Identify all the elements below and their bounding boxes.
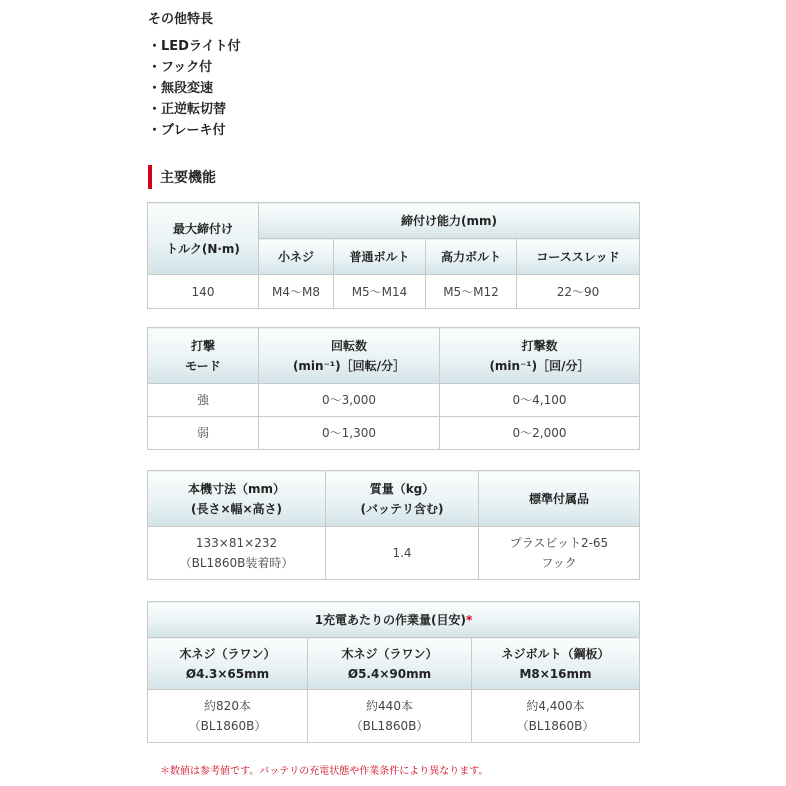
header-wood-screw-90: 木ネジ（ラワン） Ø5.4×90mm bbox=[308, 638, 472, 690]
dimensions-table bbox=[147, 470, 640, 580]
cell-high-tension-bolt: M5～M12 bbox=[426, 275, 517, 309]
cell-dimensions: 133×81×232 （BL1860B装着時） bbox=[148, 527, 326, 580]
cell-count: 約820本 （BL1860B） bbox=[148, 690, 308, 743]
impact-mode-table bbox=[147, 327, 640, 450]
section-title: 主要機能 bbox=[160, 170, 216, 186]
table-row bbox=[148, 384, 640, 417]
cell-count: 約4,400本 （BL1860B） bbox=[472, 690, 640, 743]
cell-impacts: 0～2,000 bbox=[440, 417, 640, 450]
cell-mode: 強 bbox=[148, 384, 259, 417]
cell-standard-bolt: M5～M14 bbox=[334, 275, 426, 309]
header-high-tension-bolt: 高力ボルト bbox=[426, 239, 517, 275]
cell-torque: 140 bbox=[148, 275, 259, 309]
asterisk-mark: * bbox=[466, 612, 473, 627]
header-max-torque: 最大締付け トルク(N·m) bbox=[148, 203, 259, 275]
section-accent-bar bbox=[148, 165, 152, 189]
cell-coarse-thread: 22～90 bbox=[517, 275, 640, 309]
header-work-per-charge bbox=[148, 602, 640, 638]
feature-item: ・ブレーキ付 bbox=[148, 123, 226, 138]
header-wood-screw-65: 木ネジ（ラワン） Ø4.3×65mm bbox=[148, 638, 308, 690]
cell-accessories: プラスビット2-65 フック bbox=[479, 527, 640, 580]
feature-item: ・LEDライト付 bbox=[148, 39, 241, 54]
features-list bbox=[148, 36, 241, 141]
section-heading bbox=[148, 165, 216, 189]
cell-impacts: 0～4,100 bbox=[440, 384, 640, 417]
work-per-charge-table bbox=[147, 601, 640, 743]
cell-rotation: 0～1,300 bbox=[259, 417, 440, 450]
header-rotation-speed: 回転数 (min⁻¹)［回転/分］ bbox=[259, 328, 440, 384]
header-fastening-capacity: 締付け能力(mm) bbox=[259, 203, 640, 239]
table-row bbox=[148, 527, 640, 580]
header-screw-bolt: ネジボルト（鋼板） M8×16mm bbox=[472, 638, 640, 690]
torque-capacity-table bbox=[147, 202, 640, 309]
header-accessories: 標準付属品 bbox=[479, 471, 640, 527]
cell-count: 約440本 （BL1860B） bbox=[308, 690, 472, 743]
feature-item: ・正逆転切替 bbox=[148, 102, 227, 117]
cell-small-screw: M4～M8 bbox=[259, 275, 334, 309]
table-row bbox=[148, 275, 640, 309]
header-impact-rate: 打撃数 (min⁻¹)［回/分］ bbox=[440, 328, 640, 384]
cell-mode: 弱 bbox=[148, 417, 259, 450]
feature-item: ・無段変速 bbox=[148, 81, 214, 96]
header-standard-bolt: 普通ボルト bbox=[334, 239, 426, 275]
header-impact-mode: 打撃 モード bbox=[148, 328, 259, 384]
header-coarse-thread: コーススレッド bbox=[517, 239, 640, 275]
header-weight: 質量（kg） (バッテリ含む) bbox=[326, 471, 479, 527]
cell-weight: 1.4 bbox=[326, 527, 479, 580]
table-row bbox=[148, 690, 640, 743]
work-per-charge-title: 1充電あたりの作業量(目安) bbox=[314, 612, 467, 627]
cell-rotation: 0～3,000 bbox=[259, 384, 440, 417]
header-dimensions: 本機寸法（mm） (長さ×幅×高さ) bbox=[148, 471, 326, 527]
footnote: ＊数値は参考値です。バッテリの充電状態や作業条件により異なります。 bbox=[160, 766, 489, 777]
table-row bbox=[148, 417, 640, 450]
features-title: その他特長 bbox=[148, 12, 214, 27]
header-small-screw: 小ネジ bbox=[259, 239, 334, 275]
feature-item: ・フック付 bbox=[148, 60, 213, 75]
